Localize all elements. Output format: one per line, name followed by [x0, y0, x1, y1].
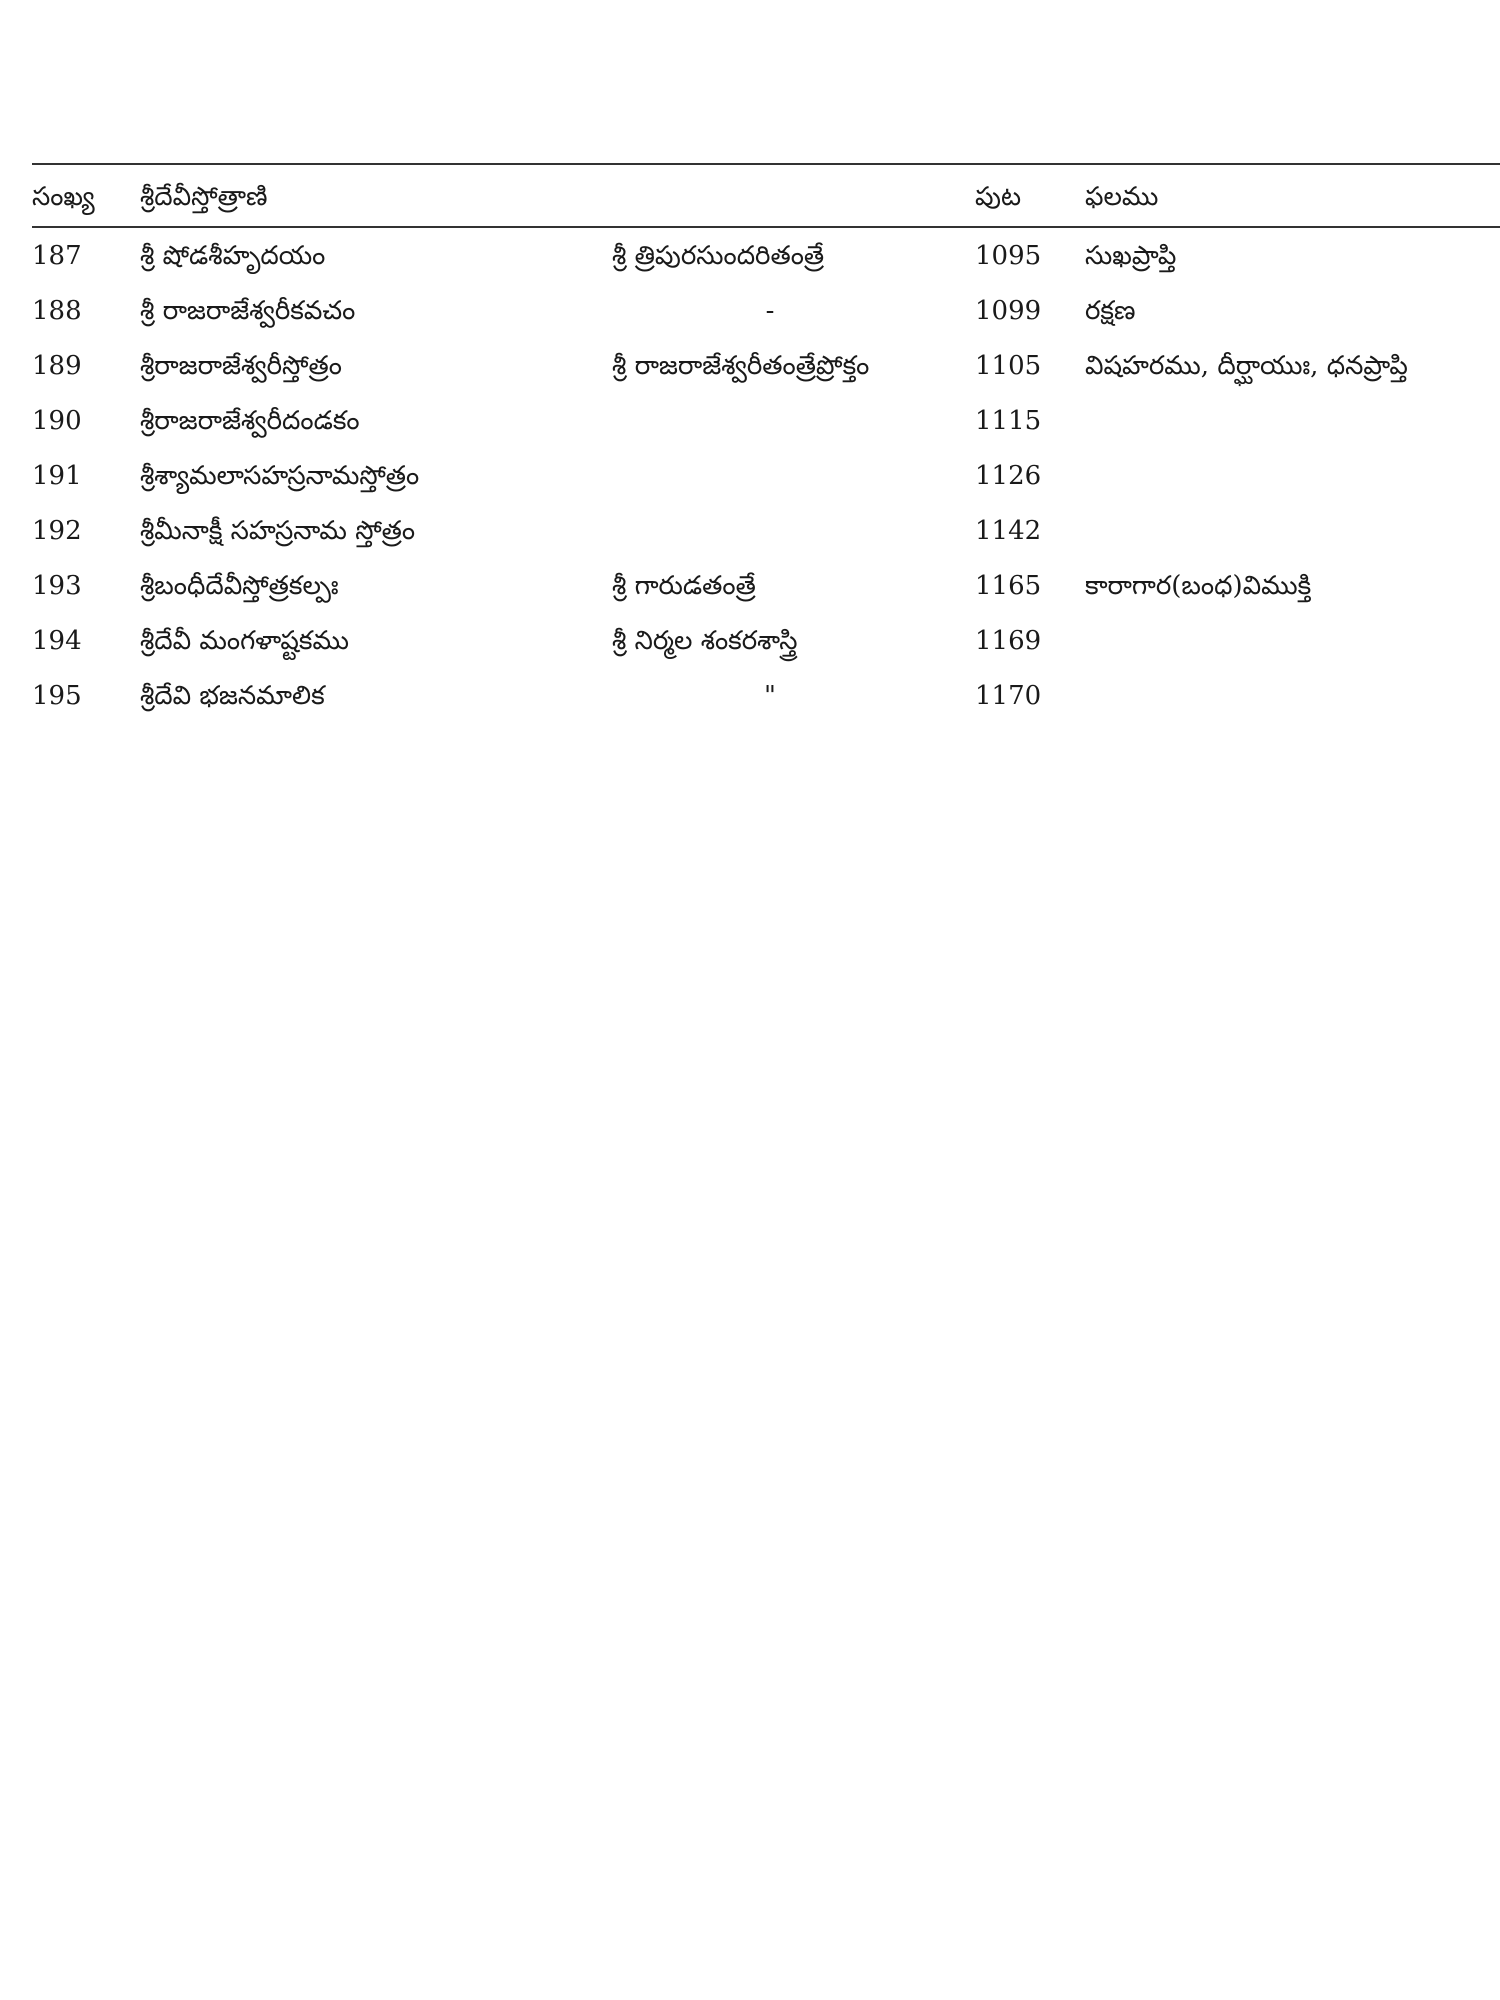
- table-row: [0, 396, 1500, 446]
- row-result: కారాగార(బంధ)విముక్తి: [1085, 571, 1312, 601]
- row-source: [612, 506, 972, 556]
- row-name: శ్రీరాజరాజేశ్వరీదండకం: [140, 406, 360, 436]
- row-result: రక్షణ: [1085, 296, 1136, 326]
- row-result: [1085, 451, 1500, 501]
- table-row: [0, 231, 1500, 281]
- row-number: 193: [32, 571, 82, 601]
- row-source: [612, 451, 972, 501]
- row-source: శ్రీ నిర్మల శంకరశాస్త్రి: [612, 626, 798, 656]
- table-header: [0, 172, 1500, 222]
- table-row: [0, 451, 1500, 501]
- row-name: శ్రీబంధీదేవీస్తోత్రకల్పః: [140, 571, 339, 601]
- row-source: శ్రీ రాజరాజేశ్వరీతంత్రేప్రోక్తం: [612, 351, 870, 381]
- header-result: ఫలము: [1085, 182, 1159, 212]
- row-source: -: [765, 296, 775, 326]
- table-row: [0, 616, 1500, 666]
- row-source: [612, 396, 972, 446]
- table-row: [0, 561, 1500, 611]
- row-number: 194: [32, 626, 82, 656]
- table-row: [0, 671, 1500, 721]
- row-result: సుఖప్రాప్తి: [1085, 241, 1177, 271]
- row-number: 189: [32, 351, 82, 381]
- row-source: శ్రీ గారుడతంత్రే: [612, 571, 756, 601]
- header-rule: [32, 226, 1500, 228]
- row-page: 1115: [975, 406, 1042, 436]
- row-page: 1105: [975, 351, 1042, 381]
- row-name: శ్రీ షోడశీహృదయం: [140, 241, 326, 271]
- row-name: శ్రీరాజరాజేశ్వరీస్తోత్రం: [140, 351, 342, 381]
- row-page: 1170: [975, 681, 1042, 711]
- row-number: 188: [32, 296, 82, 326]
- row-page: 1126: [975, 461, 1042, 491]
- header-number: సంఖ్య: [32, 182, 95, 212]
- header-page: పుట: [975, 182, 1022, 212]
- row-source: ": [764, 681, 776, 711]
- header-stotra: శ్రీదేవీస్తోత్రాణి: [140, 182, 268, 212]
- row-result: [1085, 671, 1500, 721]
- row-result: [1085, 506, 1500, 556]
- row-source: శ్రీ త్రిపురసుందరితంత్రే: [612, 241, 825, 271]
- row-number: 187: [32, 241, 82, 271]
- row-name: శ్రీదేవీ మంగళాష్టకము: [140, 626, 350, 656]
- row-page: 1099: [975, 296, 1042, 326]
- row-page: 1169: [975, 626, 1042, 656]
- row-page: 1165: [975, 571, 1042, 601]
- row-result: [1085, 396, 1500, 446]
- row-name: శ్రీ రాజరాజేశ్వరీకవచం: [140, 296, 356, 326]
- table-row: [0, 506, 1500, 556]
- row-number: 192: [32, 516, 82, 546]
- row-number: 191: [32, 461, 82, 491]
- row-name: శ్రీమీనాక్షీ సహస్రనామ స్తోత్రం: [140, 516, 416, 546]
- row-number: 190: [32, 406, 82, 436]
- row-result: విషహరము, దీర్ఘాయుః, ధనప్రాప్తి: [1085, 351, 1408, 381]
- row-result: [1085, 616, 1500, 666]
- top-rule: [32, 163, 1500, 165]
- row-name: శ్రీశ్యామలాసహస్రనామస్తోత్రం: [140, 461, 420, 491]
- row-number: 195: [32, 681, 82, 711]
- table-row: [0, 341, 1500, 391]
- row-page: 1095: [975, 241, 1042, 271]
- table-row: [0, 286, 1500, 336]
- row-page: 1142: [975, 516, 1042, 546]
- row-name: శ్రీదేవి భజనమాలిక: [140, 681, 325, 711]
